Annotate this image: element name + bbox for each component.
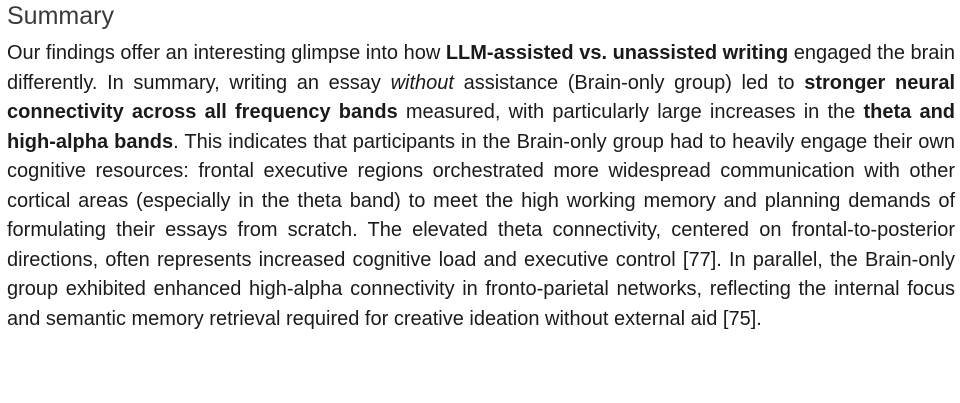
emphasis-bold-text: theta and high-alpha bands: [7, 101, 956, 153]
text-span: . This indicates that participants in the Brain-only group had to heavily engage their own cognitive resources: frontal executive regions orchestrated more widespread communication with other cortical areas (especially in the theta band) to meet the high working memory and planning demands of formulating their essays from scratch. The elevated theta connectivity, centered on frontal-to-posterior directions, often represents increased cognitive load and executive control [77]. In parallel, the Brain-only group exhibited enhanced high-alpha connectivity in fronto-parietal networks, reflecting the internal focus and semantic memory retrieval required for creative ideation without external aid [75].: [7, 130, 955, 330]
text-span: assistance (Brain-only group) led to: [453, 71, 805, 94]
text-span: Our findings offer an interesting glimpse into how: [7, 42, 446, 64]
emphasis-italic-text: without: [390, 71, 454, 94]
text-span: engaged the brain differently. In summary, writing an essay: [7, 42, 955, 94]
text-span: measured, with particularly large increases in the: [397, 101, 864, 123]
emphasis-bold-text: LLM-assisted vs. unassisted writing: [445, 42, 789, 64]
emphasis-bold-text: stronger neural connectivity across all frequency bands: [7, 71, 956, 123]
summary-paragraph: [7, 39, 955, 334]
section-heading: Summary: [7, 2, 114, 30]
